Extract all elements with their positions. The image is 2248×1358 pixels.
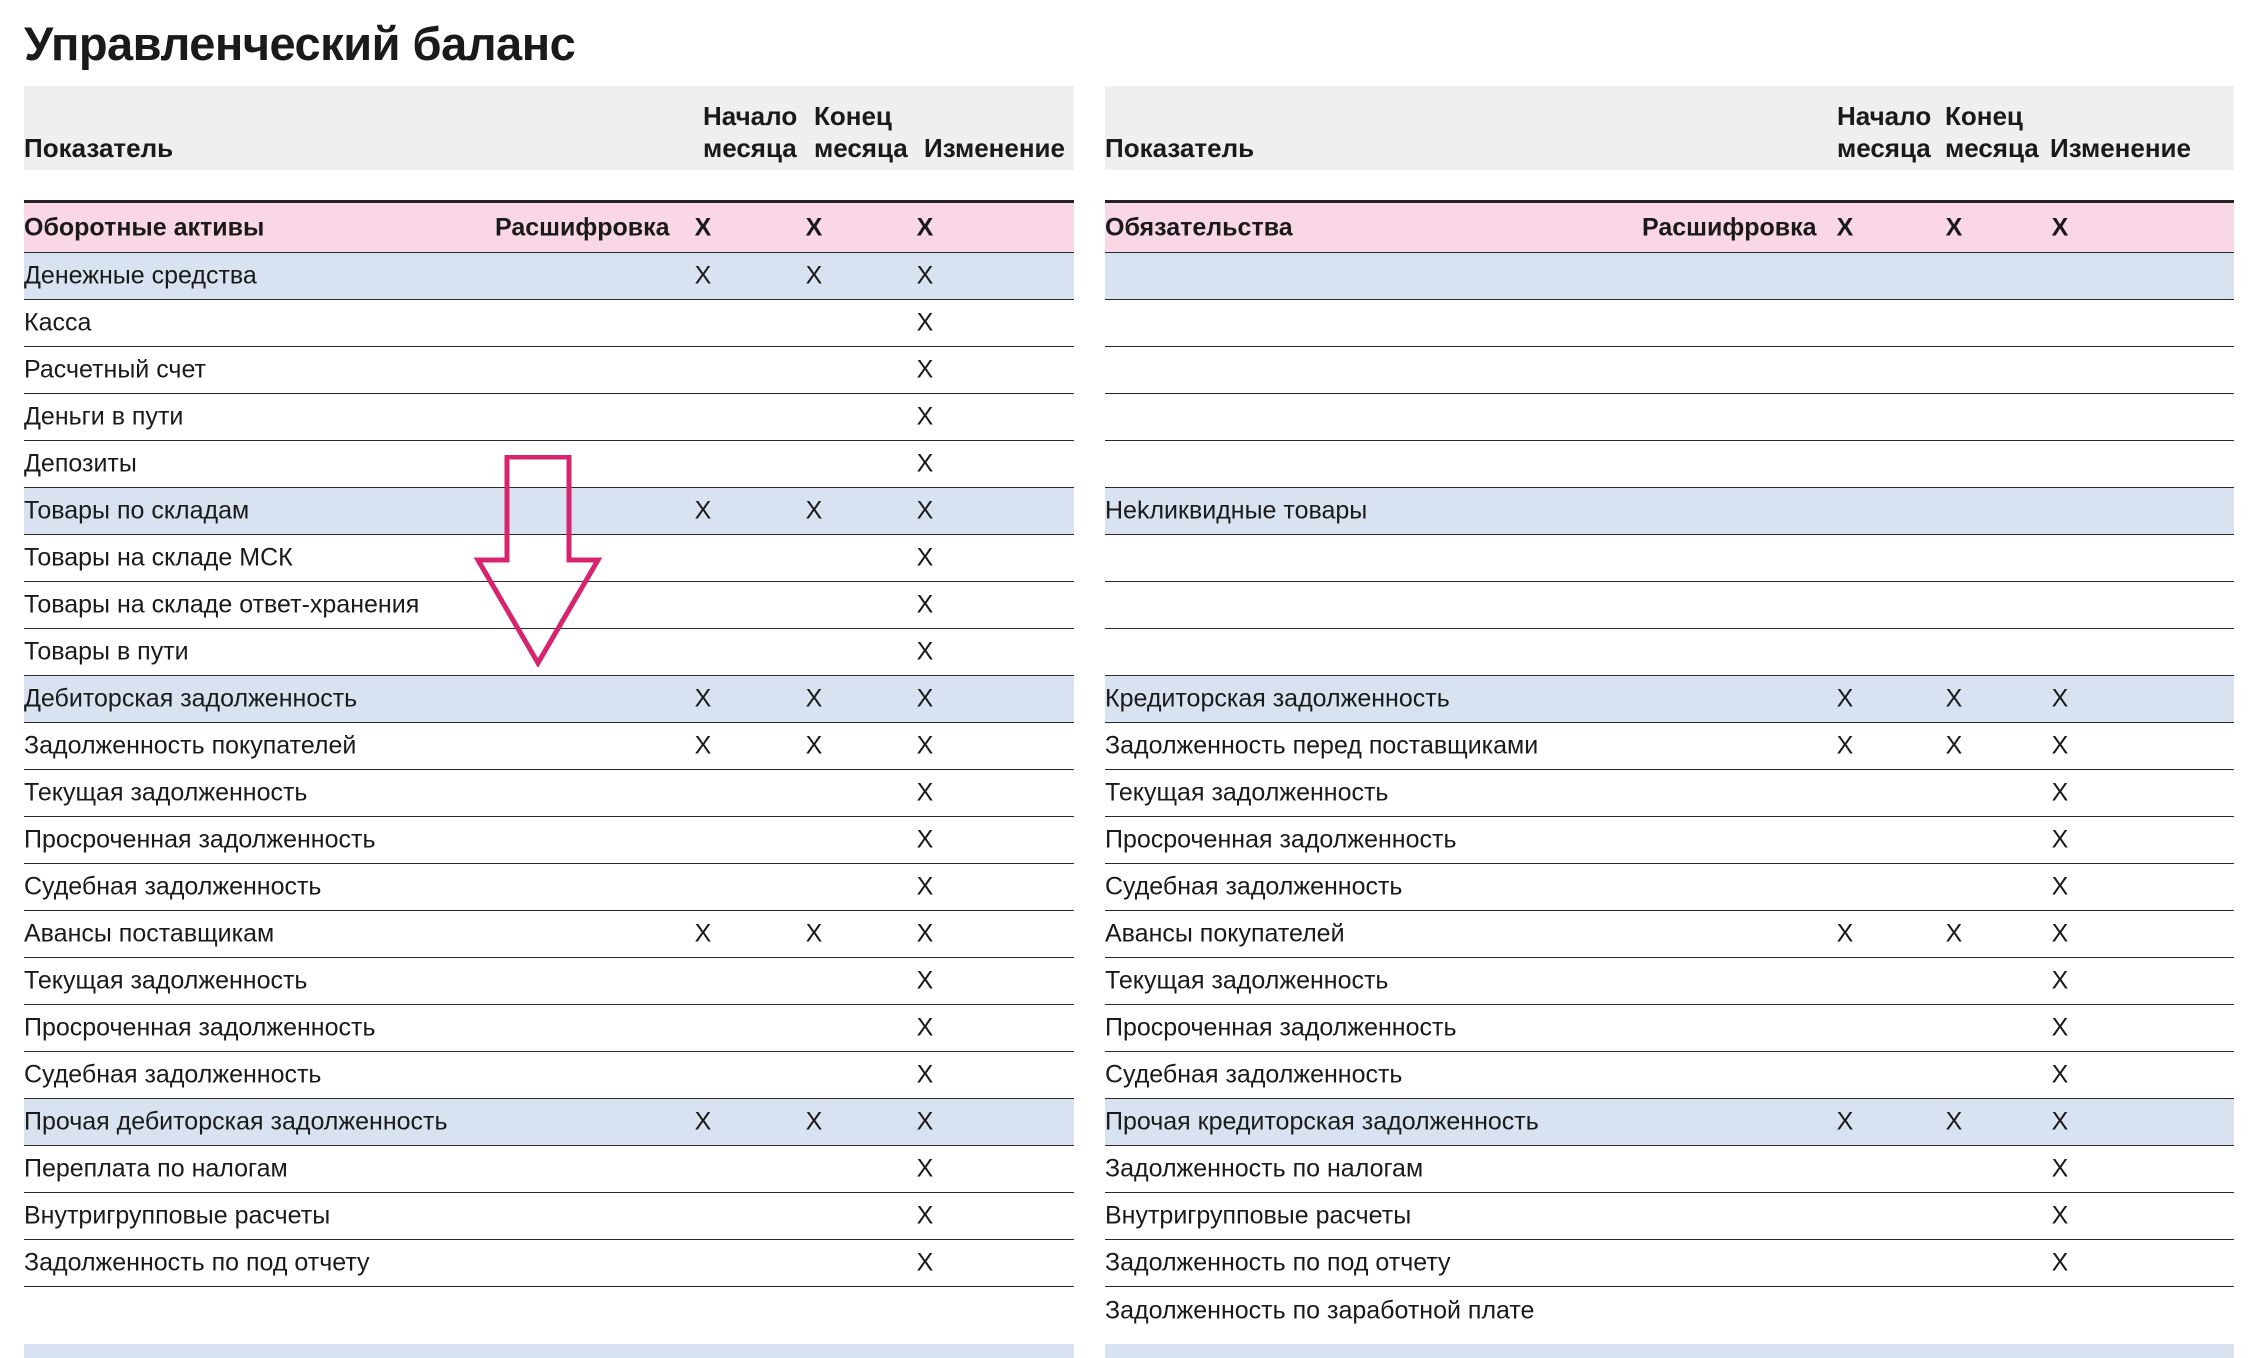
row-end-mark: X	[1945, 731, 1963, 760]
section-title: Оборотные активы	[24, 213, 265, 241]
row-end-mark: X	[805, 919, 823, 948]
row-change-mark: X	[916, 496, 934, 525]
table-row	[1105, 958, 2234, 1005]
table-row	[24, 300, 1074, 347]
row-change-mark: X	[916, 402, 934, 431]
table-row	[1105, 347, 2234, 394]
row-label: Судебная задолженность	[24, 1060, 322, 1089]
row-change-mark: X	[916, 684, 934, 713]
table-row	[24, 958, 1074, 1005]
row-change-mark: X	[2051, 1107, 2069, 1136]
next-group-strip	[1105, 1344, 2234, 1358]
table-row	[1105, 441, 2234, 488]
row-change-mark: X	[2051, 778, 2069, 807]
row-label: Текущая задолженность	[24, 778, 308, 807]
row-change-mark: X	[916, 590, 934, 619]
row-change-mark: X	[2051, 1201, 2069, 1230]
row-start-mark: X	[694, 919, 712, 948]
table-row	[24, 864, 1074, 911]
row-change-mark: X	[916, 966, 934, 995]
row-label: Касса	[24, 308, 92, 337]
table-row	[1105, 1005, 2234, 1052]
table-row	[24, 1287, 1074, 1334]
table-row	[24, 1052, 1074, 1099]
table-row	[1105, 394, 2234, 441]
row-change-mark: X	[916, 449, 934, 478]
row-end-mark: X	[805, 496, 823, 525]
header-start: Начало месяца	[1837, 101, 1932, 163]
row-end-mark: X	[1945, 1107, 1963, 1136]
row-end-mark: X	[805, 1107, 823, 1136]
table-header	[1105, 86, 2234, 170]
row-change-mark: X	[2051, 1060, 2069, 1089]
row-label: Задолженность перед поставщиками	[1105, 731, 1539, 760]
section-change-mark: X	[916, 213, 934, 241]
row-label: Судебная задолженность	[24, 872, 322, 901]
table-row	[1105, 535, 2234, 582]
row-change-mark: X	[916, 1201, 934, 1230]
table-row	[1105, 1146, 2234, 1193]
table-row	[1105, 1240, 2234, 1287]
row-change-mark: X	[2051, 966, 2069, 995]
row-change-mark: X	[2051, 872, 2069, 901]
row-label: Депозиты	[24, 449, 137, 478]
table-row	[24, 1193, 1074, 1240]
row-start-mark: X	[1836, 1107, 1854, 1136]
row-label: Судебная задолженность	[1105, 872, 1403, 901]
row-start-mark: X	[1836, 684, 1854, 713]
row-change-mark: X	[2051, 1154, 2069, 1183]
decode-label: Расшифровка	[1642, 213, 1817, 241]
row-change-mark: X	[916, 261, 934, 290]
group-row	[1105, 1099, 2234, 1146]
row-label: Деньги в пути	[24, 402, 184, 431]
header-divider	[1105, 170, 2234, 203]
next-group-strip	[24, 1344, 1074, 1358]
row-label: Авансы поставщикам	[24, 919, 275, 948]
row-label: Товары на складе ответ-хранения	[24, 590, 420, 619]
row-change-mark: X	[916, 1013, 934, 1042]
row-label: Товары в пути	[24, 637, 189, 666]
row-label: Товары на складе МСК	[24, 543, 293, 572]
liabilities-table	[1105, 86, 2234, 1334]
table-row	[1105, 1052, 2234, 1099]
table-row	[1105, 1193, 2234, 1240]
row-label: Судебная задолженность	[1105, 1060, 1403, 1089]
group-row	[1105, 676, 2234, 723]
header-change: Изменение	[924, 133, 1065, 163]
decode-label: Расшифровка	[495, 213, 670, 241]
row-start-mark: X	[694, 684, 712, 713]
table-row	[24, 911, 1074, 958]
row-change-mark: X	[916, 825, 934, 854]
section-row	[24, 203, 1074, 253]
row-label: Внутригрупповые расчеты	[24, 1201, 331, 1230]
row-label: Текущая задолженность	[1105, 778, 1389, 807]
row-label: Кредиторская задолженность	[1105, 684, 1450, 713]
row-label: Авансы покупателей	[1105, 919, 1345, 948]
header-indicator: Показатель	[24, 133, 174, 163]
row-label: Денежные средства	[24, 261, 257, 290]
section-start-mark: X	[694, 213, 712, 241]
row-label: Задолженность покупателей	[24, 731, 357, 760]
section-start-mark: X	[1836, 213, 1854, 241]
down-arrow-icon	[474, 455, 604, 667]
row-label: Просроченная задолженность	[1105, 825, 1457, 854]
header-end: Конец месяца	[814, 101, 908, 163]
group-row	[1105, 253, 2234, 300]
table-row	[1105, 723, 2234, 770]
header-start: Начало месяца	[703, 101, 798, 163]
row-end-mark: X	[805, 261, 823, 290]
row-label: Задолженность по под отчету	[24, 1248, 370, 1277]
row-change-mark: X	[916, 778, 934, 807]
table-row	[1105, 911, 2234, 958]
row-change-mark: X	[2051, 684, 2069, 713]
section-end-mark: X	[805, 213, 823, 241]
row-end-mark: X	[1945, 919, 1963, 948]
table-row	[24, 1005, 1074, 1052]
table-row	[24, 394, 1074, 441]
row-change-mark: X	[916, 919, 934, 948]
row-label: Прочая дебиторская задолженность	[24, 1107, 448, 1136]
row-label: Переплата по налогам	[24, 1154, 288, 1183]
row-label: Расчетный счет	[24, 355, 206, 384]
row-label: Задолженность по заработной плате	[1105, 1296, 1535, 1324]
row-change-mark: X	[2051, 825, 2069, 854]
group-row	[24, 1099, 1074, 1146]
section-row	[1105, 203, 2234, 253]
section-change-mark: X	[2051, 213, 2069, 241]
header-change: Изменение	[2050, 133, 2191, 163]
row-start-mark: X	[694, 731, 712, 760]
section-end-mark: X	[1945, 213, 1963, 241]
group-row	[24, 676, 1074, 723]
row-change-mark: X	[916, 731, 934, 760]
table-row	[1105, 817, 2234, 864]
row-change-mark: X	[916, 308, 934, 337]
group-row	[24, 253, 1074, 300]
page-title: Управленческий баланс	[24, 17, 576, 70]
row-label: Просроченная задолженность	[24, 825, 376, 854]
row-change-mark: X	[2051, 731, 2069, 760]
table-row	[24, 1240, 1074, 1287]
row-start-mark: X	[1836, 919, 1854, 948]
row-label: Просроченная задолженность	[24, 1013, 376, 1042]
section-title: Обязательства	[1105, 213, 1293, 241]
row-label: Просроченная задолженность	[1105, 1013, 1457, 1042]
row-label: Внутригрупповые расчеты	[1105, 1201, 1412, 1230]
row-change-mark: X	[2051, 919, 2069, 948]
row-label: Неkликвидные товары	[1105, 496, 1368, 525]
table-header	[24, 86, 1074, 170]
table-row	[24, 347, 1074, 394]
table-row	[24, 817, 1074, 864]
row-change-mark: X	[916, 1154, 934, 1183]
assets-table	[24, 86, 1074, 1334]
row-label: Задолженность по под отчету	[1105, 1248, 1451, 1277]
row-change-mark: X	[916, 355, 934, 384]
row-change-mark: X	[2051, 1013, 2069, 1042]
row-change-mark: X	[916, 1107, 934, 1136]
row-label: Текущая задолженность	[24, 966, 308, 995]
table-row	[1105, 582, 2234, 629]
row-end-mark: X	[1945, 684, 1963, 713]
row-start-mark: X	[694, 1107, 712, 1136]
row-start-mark: X	[694, 496, 712, 525]
table-row	[1105, 629, 2234, 676]
row-change-mark: X	[2051, 1248, 2069, 1277]
row-label: Прочая кредиторская задолженность	[1105, 1107, 1539, 1136]
table-row	[24, 723, 1074, 770]
row-change-mark: X	[916, 637, 934, 666]
row-label: Дебиторская задолженность	[24, 684, 358, 713]
table-row	[1105, 1287, 2234, 1334]
table-row	[1105, 300, 2234, 347]
table-row	[24, 1146, 1074, 1193]
row-start-mark: X	[1836, 731, 1854, 760]
header-indicator: Показатель	[1105, 133, 1255, 163]
row-change-mark: X	[916, 872, 934, 901]
table-row	[1105, 864, 2234, 911]
row-end-mark: X	[805, 731, 823, 760]
row-label: Товары по складам	[24, 496, 250, 525]
header-end: Конец месяца	[1945, 101, 2039, 163]
row-change-mark: X	[916, 1060, 934, 1089]
row-change-mark: X	[916, 543, 934, 572]
group-row	[1105, 488, 2234, 535]
row-label: Текущая задолженность	[1105, 966, 1389, 995]
table-row	[1105, 770, 2234, 817]
row-start-mark: X	[694, 261, 712, 290]
row-label: Задолженность по налогам	[1105, 1154, 1424, 1183]
row-end-mark: X	[805, 684, 823, 713]
table-row	[24, 770, 1074, 817]
row-change-mark: X	[916, 1248, 934, 1277]
header-divider	[24, 170, 1074, 203]
